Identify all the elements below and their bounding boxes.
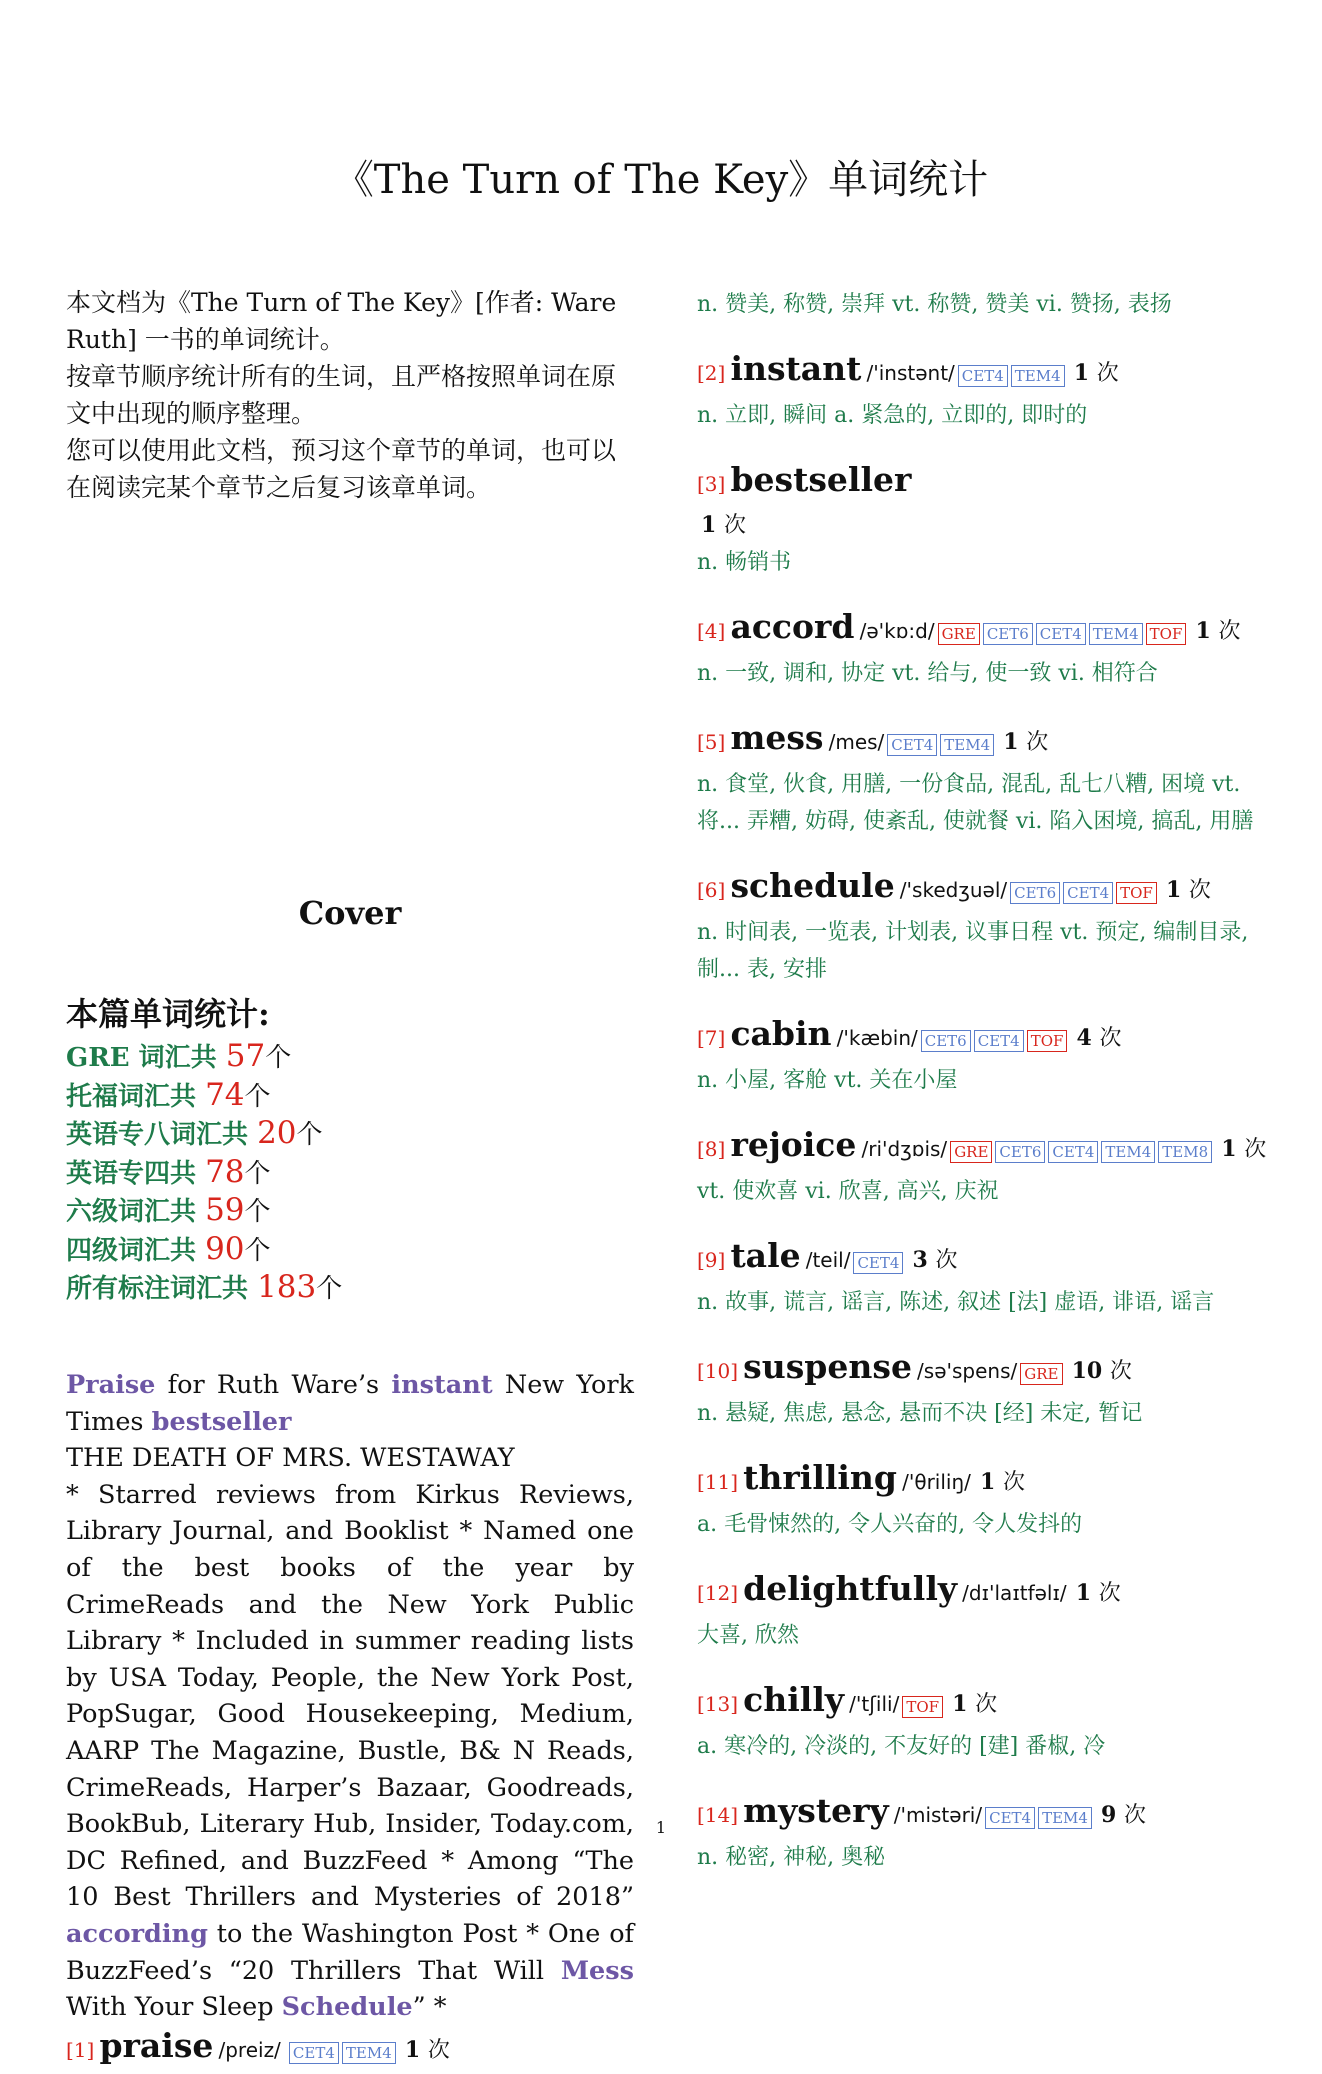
entry-phonetic: /'tʃili/ — [849, 1692, 900, 1716]
level-tag: CET4 — [887, 734, 937, 756]
entry-count: 1 次 — [979, 1469, 1025, 1495]
entry-index: [14] — [697, 1803, 739, 1827]
entry-count: 10 次 — [1071, 1358, 1132, 1384]
keyword-link[interactable]: bestseller — [151, 1406, 292, 1437]
level-tag: CET6 — [983, 623, 1033, 645]
entry-index: [2] — [697, 361, 726, 385]
stat-line: 所有标注词汇共 183个 — [66, 1269, 343, 1305]
entry-phonetic: /ə'kɒ:d/ — [859, 619, 935, 643]
excerpt-paragraph — [66, 1477, 634, 2026]
section-heading-cover: Cover — [298, 894, 402, 932]
entry-index: [6] — [697, 878, 726, 902]
entry-count: 1 次 — [1195, 618, 1241, 644]
vocab-entry — [697, 347, 1277, 434]
keyword-link[interactable]: Schedule — [281, 1992, 413, 2023]
level-tag: TEM8 — [1158, 1141, 1212, 1163]
level-tag: TEM4 — [1101, 1141, 1155, 1163]
left-column — [66, 284, 634, 2065]
entry-count: 1 次 — [1075, 1580, 1121, 1606]
entry-index: [5] — [697, 730, 726, 754]
excerpt-text: * Starred reviews from Kirkus Reviews, Library Journal, and Booklist * Named one of the best books of the year by CrimeReads and the New York Public Library * Included in summer reading lists by USA Today, People, the New York Post, PopSugar, Good Housekeeping, Medium, AARP The Magazine, Bustle, B& N Reads, CrimeReads, Harper’s Bazaar, Goodreads, BookBub, Literary Hub, Insider, Today.com, DC Refined, and BuzzFeed * Among “The 10 Best Thrillers and Mysteries of 2018” — [66, 1479, 634, 1913]
entry-word: praise — [99, 2026, 214, 2065]
stat-line: 英语专四共 78个 — [66, 1153, 271, 1190]
level-tag: TOF — [1027, 1030, 1068, 1052]
entry-word: mystery — [743, 1791, 889, 1830]
entry-word: mess — [730, 718, 824, 757]
entry-definition: n. 畅销书 — [697, 550, 792, 575]
stats-title: 本篇单词统计: — [66, 995, 270, 1033]
keyword-link[interactable]: Praise — [66, 1370, 156, 1400]
entry-definition: n. 时间表, 一览表, 计划表, 议事日程 vt. 预定, 编制目录, 制... 表, 安排 — [697, 920, 1249, 982]
intro-line: 按章节顺序统计所有的生词，且严格按照单词在原文中出现的顺序整理。 — [66, 362, 617, 428]
entry-definition: a. 毛骨悚然的, 令人兴奋的, 令人发抖的 — [697, 1512, 1083, 1537]
level-tag: GRE — [950, 1141, 992, 1163]
stat-line: 六级词汇共 59个 — [66, 1192, 271, 1228]
level-tag: CET6 — [995, 1141, 1045, 1163]
intro-text — [66, 284, 634, 506]
entry-phonetic: /'skedʒuəl/ — [899, 878, 1008, 902]
entry-count: 1 次 — [1221, 1136, 1267, 1162]
word-stats — [66, 994, 634, 1308]
stat-line: 托福词汇共 74个 — [66, 1076, 271, 1113]
book-excerpt — [66, 1367, 634, 2026]
level-tag: TEM4 — [342, 2042, 396, 2064]
entry-index: [4] — [697, 619, 726, 643]
level-tag: CET6 — [1010, 882, 1060, 904]
vocab-entry — [697, 716, 1277, 840]
excerpt-paragraph: THE DEATH OF MRS. WESTAWAY — [66, 1443, 515, 1474]
vocab-entry — [697, 605, 1277, 692]
stat-line: 四级词汇共 90个 — [66, 1230, 271, 1267]
excerpt-text: to the Washington Post * One of BuzzFeed’s “20 Thrillers That Will — [66, 1918, 634, 1986]
stat-line: 英语专八词汇共 20个 — [66, 1115, 323, 1151]
vocab-entry — [697, 1345, 1277, 1432]
entry-count: 1 次 — [1003, 729, 1049, 755]
keyword-link[interactable]: according — [66, 1918, 208, 1949]
entry-word: schedule — [730, 866, 895, 905]
entry-word: tale — [730, 1236, 801, 1275]
keyword-link[interactable]: Mess — [560, 1955, 634, 1986]
entry-definition: n. 故事, 谎言, 谣言, 陈述, 叙述 [法] 虚语, 诽语, 谣言 — [697, 1290, 1215, 1315]
entry-word: accord — [730, 607, 855, 646]
entry-definition: n. 小屋, 客舱 vt. 关在小屋 — [697, 1068, 958, 1093]
entry-definition: n. 赞美, 称赞, 崇拜 vt. 称赞, 赞美 vi. 赞扬, 表扬 — [697, 292, 1172, 317]
entry-definition: n. 一致, 调和, 协定 vt. 给与, 使一致 vi. 相符合 — [697, 661, 1158, 686]
vocab-entry — [697, 1012, 1277, 1099]
entry-count: 1 次 — [952, 1691, 998, 1717]
intro-line: 您可以使用此文档，预习这个章节的单词，也可以在阅读完某个章节之后复习该章单词。 — [66, 436, 617, 502]
vocab-entry — [66, 2024, 634, 2074]
entry-phonetic: /'kæbin/ — [836, 1026, 918, 1050]
level-tag: CET6 — [921, 1030, 971, 1052]
entry-count: 3 次 — [912, 1247, 958, 1273]
entry-count: 1 次 — [404, 2037, 450, 2063]
entry-phonetic: /preiz/ — [218, 2038, 281, 2062]
entry-count: 9 次 — [1101, 1802, 1147, 1828]
excerpt-text: With Your Sleep — [66, 1992, 282, 2023]
excerpt-text: New York Times — [66, 1370, 634, 1437]
entry-word: bestseller — [730, 460, 912, 499]
level-tag: CET4 — [1063, 882, 1113, 904]
entry-phonetic: /mes/ — [828, 730, 885, 754]
entry-index: [3] — [697, 472, 726, 496]
level-tag: TOF — [1116, 882, 1157, 904]
entry-word: instant — [730, 349, 862, 388]
level-tag: GRE — [1020, 1363, 1062, 1385]
entry-definition: n. 秘密, 神秘, 奥秘 — [697, 1845, 886, 1870]
right-column — [697, 286, 1277, 1900]
entry-index: [12] — [697, 1581, 739, 1605]
entry-definition: vt. 使欢喜 vi. 欣喜, 高兴, 庆祝 — [697, 1179, 999, 1204]
keyword-link[interactable]: instant — [391, 1370, 493, 1400]
vocab-entry — [697, 1456, 1277, 1543]
entry-word: chilly — [743, 1680, 845, 1719]
entry-count: 1 次 — [701, 512, 746, 538]
page-title: 《The Turn of The Key》单词统计 — [333, 157, 989, 203]
level-tag: TEM4 — [1038, 1807, 1092, 1829]
entry-word: thrilling — [743, 1458, 897, 1497]
entry-definition: a. 寒冷的, 冷淡的, 不友好的 [建] 番椒, 冷 — [697, 1734, 1106, 1759]
entry-index: [10] — [697, 1359, 739, 1383]
entry-phonetic: /'instənt/ — [866, 361, 955, 385]
entry-count: 4 次 — [1076, 1025, 1122, 1051]
entry-phonetic: /dɪ'laɪtfəlɪ/ — [962, 1581, 1067, 1605]
excerpt-text: ” * — [412, 1992, 447, 2023]
entry-phonetic: /'θriliŋ/ — [902, 1470, 971, 1494]
entry-index: [8] — [697, 1137, 726, 1161]
level-tag: TOF — [902, 1696, 943, 1718]
vocab-entry — [697, 864, 1277, 988]
entry-word: delightfully — [743, 1569, 958, 1608]
entry-index: [9] — [697, 1248, 726, 1272]
intro-line: 本文档为《The Turn of The Key》[作者: Ware Ruth] 一书的单词统计。 — [66, 288, 617, 354]
level-tag: CET4 — [985, 1807, 1035, 1829]
entry-definition: n. 立即, 瞬间 a. 紧急的, 立即的, 即时的 — [697, 403, 1088, 428]
level-tag: CET4 — [974, 1030, 1024, 1052]
level-tag: CET4 — [958, 365, 1008, 387]
page-number: 1 — [655, 1818, 667, 1837]
entry-definition: n. 悬疑, 焦虑, 悬念, 悬而不决 [经] 未定, 暂记 — [697, 1401, 1143, 1426]
level-tag: TEM4 — [1089, 623, 1143, 645]
stat-line: GRE 词汇共 57个 — [66, 1038, 292, 1074]
entry-word: cabin — [730, 1014, 832, 1053]
entry-index: [1] — [66, 2038, 95, 2062]
level-tag: CET4 — [1036, 623, 1086, 645]
level-tag: CET4 — [1048, 1141, 1098, 1163]
level-tag: CET4 — [289, 2042, 339, 2064]
level-tag: TOF — [1146, 623, 1187, 645]
vocab-entry — [697, 1123, 1277, 1210]
entry-word: suspense — [743, 1347, 912, 1386]
level-tag: TEM4 — [1011, 365, 1065, 387]
vocab-entry — [697, 1567, 1277, 1654]
entry-index: [11] — [697, 1470, 739, 1494]
vocab-entry — [697, 458, 1277, 581]
excerpt-paragraph — [66, 1367, 634, 1440]
level-tag: CET4 — [853, 1252, 903, 1274]
entry-count: 1 次 — [1073, 360, 1119, 386]
level-tag: TEM4 — [940, 734, 994, 756]
excerpt-text: for Ruth Ware’s — [155, 1370, 392, 1400]
entry-phonetic: /'mistəri/ — [893, 1803, 983, 1827]
entry-definition: 大喜, 欣然 — [697, 1623, 799, 1648]
entry-phonetic: /ri'dʒɒis/ — [861, 1137, 948, 1161]
vocab-entry — [697, 1234, 1277, 1321]
level-tag: GRE — [938, 623, 980, 645]
entry-phonetic: /sə'spens/ — [917, 1359, 1018, 1383]
entry-definition: n. 食堂, 伙食, 用膳, 一份食品, 混乱, 乱七八糟, 困境 vt. 将... 弄糟, 妨碍, 使紊乱, 使就餐 vi. 陷入困境, 搞乱, 用膳 — [697, 772, 1254, 834]
entry-count: 1 次 — [1165, 877, 1211, 903]
entry-index: [7] — [697, 1026, 726, 1050]
entry-phonetic: /teil/ — [805, 1248, 851, 1272]
vocab-entry — [697, 1678, 1277, 1765]
entry-word: rejoice — [730, 1125, 857, 1164]
entry-index: [13] — [697, 1692, 739, 1716]
